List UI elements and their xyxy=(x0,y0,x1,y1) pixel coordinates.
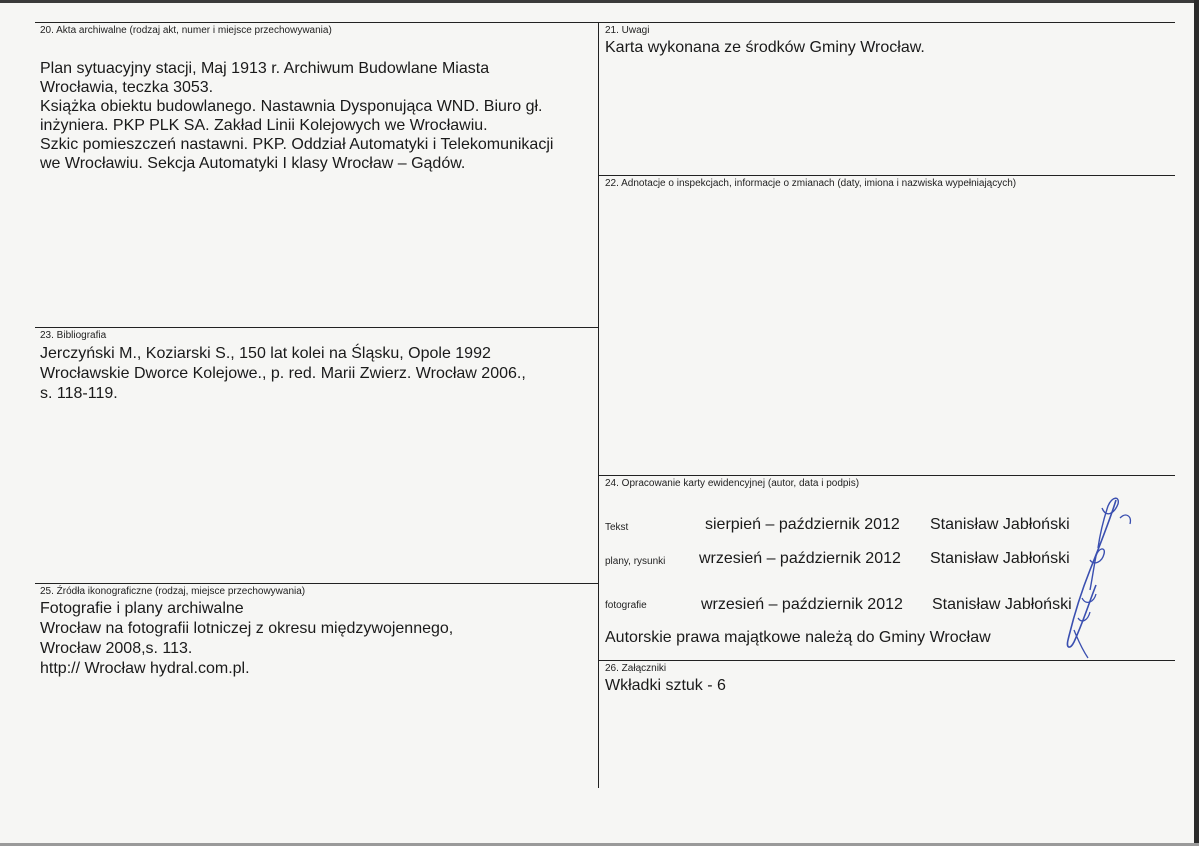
section-25-label: 25. Źródła ikonograficzne (rodzaj, miejsce przechowywania) xyxy=(40,586,306,597)
section-25-line-4: http:// Wrocław hydral.com.pl. xyxy=(40,660,250,677)
section-23-line-3: s. 118-119. xyxy=(40,385,118,402)
section-20-line-2: Wrocławia, teczka 3053. xyxy=(40,79,214,96)
row-tekst-author: Stanisław Jabłoński xyxy=(930,516,1070,533)
scan-edge-right xyxy=(1194,0,1199,846)
rule-24-26 xyxy=(598,660,1175,661)
row-tekst-date: sierpień – październik 2012 xyxy=(705,516,900,533)
row-tekst-kind: Tekst xyxy=(605,522,629,533)
rule-22-24 xyxy=(598,475,1175,476)
section-25-line-1: Fotografie i plany archiwalne xyxy=(40,600,244,617)
section-21-label: 21. Uwagi xyxy=(605,25,650,36)
section-25-line-2: Wrocław na fotografii lotniczej z okresu międzywojennego, xyxy=(40,620,454,637)
center-divider xyxy=(598,22,599,788)
signature-mark xyxy=(1060,490,1140,660)
rule-21-22 xyxy=(598,175,1175,176)
row-fotografie-date: wrzesień – październik 2012 xyxy=(701,596,903,613)
row-plany-kind: plany, rysunki xyxy=(605,556,666,567)
section-26-label: 26. Załączniki xyxy=(605,663,667,674)
section-20-line-3: Książka obiektu budowlanego. Nastawnia Dysponująca WND. Biuro gł. xyxy=(40,98,543,115)
row-fotografie-author: Stanisław Jabłoński xyxy=(932,596,1072,613)
scan-edge-top xyxy=(0,0,1199,3)
copyright-note: Autorskie prawa majątkowe należą do Gminy Wrocław xyxy=(605,629,991,646)
top-rule xyxy=(35,22,1175,23)
section-20-line-1: Plan sytuacyjny stacji, Maj 1913 r. Archiwum Budowlane Miasta xyxy=(40,60,490,77)
row-plany-author: Stanisław Jabłoński xyxy=(930,550,1070,567)
section-23-label: 23. Bibliografia xyxy=(40,330,107,341)
rule-20-23 xyxy=(35,327,599,328)
section-20-line-4: inżyniera. PKP PLK SA. Zakład Linii Kolejowych we Wrocławiu. xyxy=(40,117,488,134)
section-21-text: Karta wykonana ze środków Gminy Wrocław. xyxy=(605,39,925,56)
section-25-line-3: Wrocław 2008,s. 113. xyxy=(40,640,193,657)
section-26-text: Wkładki sztuk - 6 xyxy=(605,677,726,694)
section-20-label: 20. Akta archiwalne (rodzaj akt, numer i miejsce przechowywania) xyxy=(40,25,332,36)
section-22-label: 22. Adnotacje o inspekcjach, informacje o zmianach (daty, imiona i nazwiska wypełniających) xyxy=(605,178,1017,189)
section-23-line-2: Wrocławskie Dworce Kolejowe., p. red. Marii Zwierz. Wrocław 2006., xyxy=(40,365,526,382)
rule-23-25 xyxy=(35,583,599,584)
section-23-line-1: Jerczyński M., Koziarski S., 150 lat kolei na Śląsku, Opole 1992 xyxy=(40,345,491,362)
section-20-line-5: Szkic pomieszczeń nastawni. PKP. Oddział Automatyki i Telekomunikacji xyxy=(40,136,554,153)
row-fotografie-kind: fotografie xyxy=(605,600,647,611)
section-24-label: 24. Opracowanie karty ewidencyjnej (autor, data i podpis) xyxy=(605,478,860,489)
row-plany-date: wrzesień – październik 2012 xyxy=(699,550,901,567)
section-20-line-6: we Wrocławiu. Sekcja Automatyki I klasy Wrocław – Gądów. xyxy=(40,155,466,172)
